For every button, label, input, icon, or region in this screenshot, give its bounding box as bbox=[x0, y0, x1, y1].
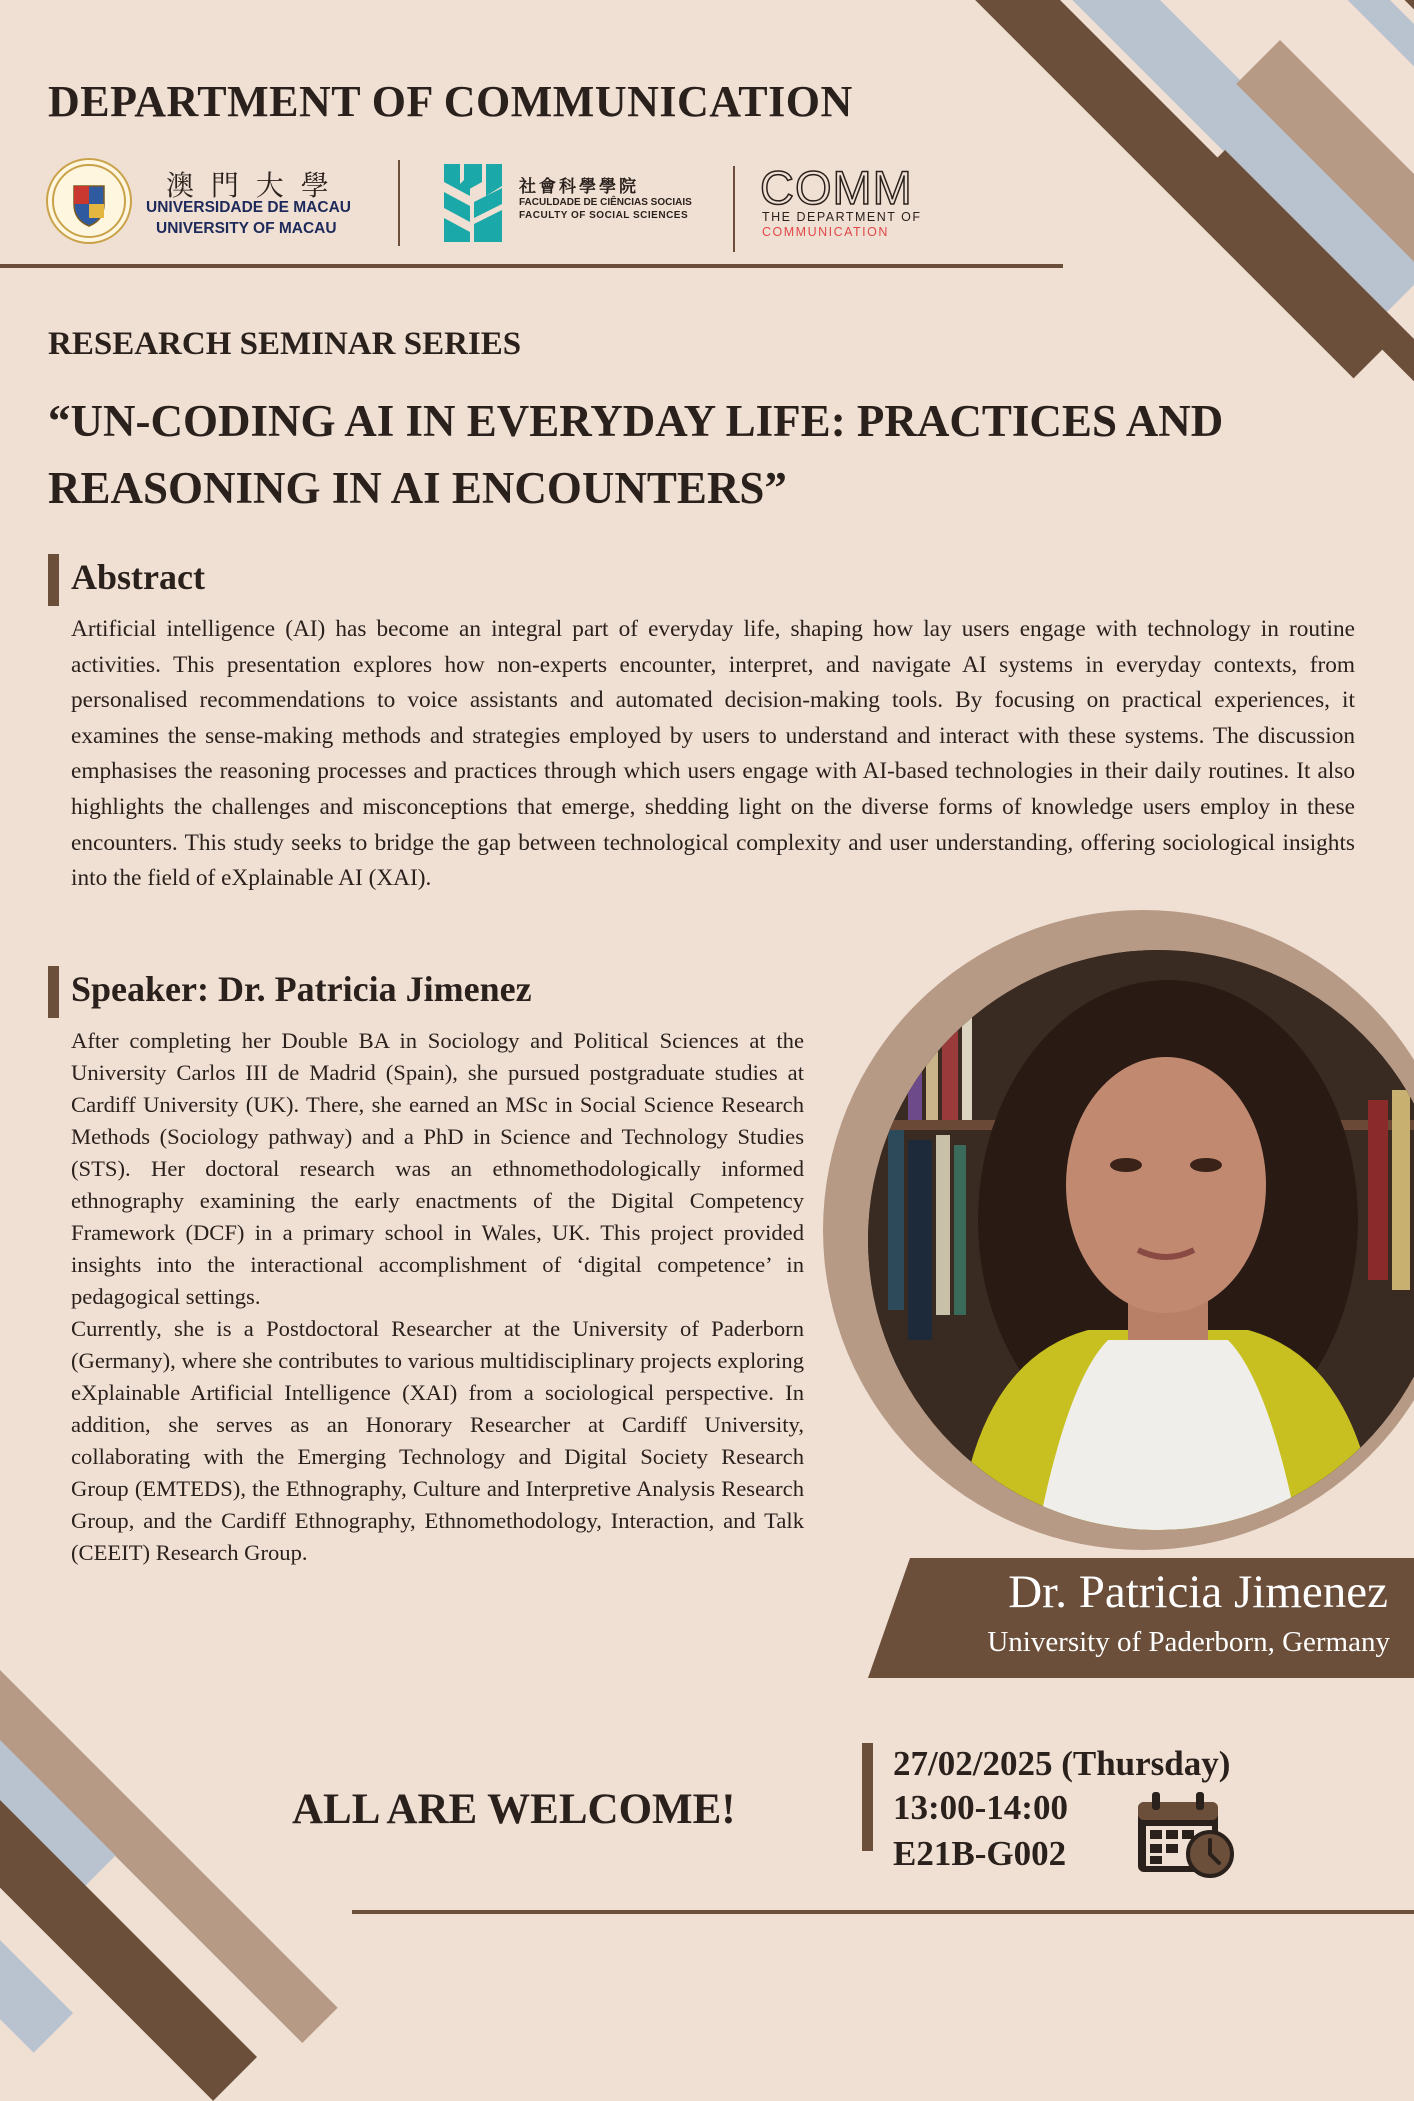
logo-divider-1 bbox=[398, 160, 400, 246]
welcome-message: ALL ARE WELCOME! bbox=[292, 1786, 736, 1833]
speaker-name: Dr. Patricia Jimenez bbox=[1008, 1566, 1388, 1618]
fss-english-name: FACULTY OF SOCIAL SCIENCES bbox=[519, 210, 689, 221]
fss-portuguese-name: FACULDADE DE CIÊNCIAS SOCIAIS bbox=[519, 197, 692, 208]
um-portuguese-name: UNIVERSIDADE DE MACAU bbox=[146, 199, 351, 216]
um-chinese-name: 澳 門 大 學 bbox=[166, 169, 333, 202]
footer-rule bbox=[352, 1910, 1414, 1914]
comm-logo-wordmark: COMM bbox=[760, 161, 913, 214]
abstract-heading-bar bbox=[48, 554, 59, 606]
speaker-bio-paragraph-2: Currently, she is a Postdoctoral Researcher at the University of Paderborn (Germany), where she contributes to various multidisciplinary projects exploring eXplainable Artificial Intelligence (XAI) from a sociological perspective. In addition, she serves as an Honorary Researcher at Cardiff University, collaborating with the Emerging Technology and Digital Society Research Group (EMTEDS), the Ethnography, Culture and Interpretive Analysis Research Group, and the Cardiff Ethnography, Ethnomethodology, Interaction, and Talk (CEEIT) Research Group. bbox=[71, 1316, 804, 1565]
um-seal-logo bbox=[46, 158, 132, 244]
seminar-title: “UN-CODING AI IN EVERYDAY LIFE: PRACTICES AND REASONING IN AI ENCOUNTERS” bbox=[48, 396, 1224, 513]
comm-logo-line2: COMMUNICATION bbox=[762, 225, 889, 239]
header-rule bbox=[0, 264, 1063, 268]
series-label: RESEARCH SEMINAR SERIES bbox=[48, 326, 522, 362]
calendar-icon bbox=[1134, 1790, 1238, 1882]
event-date: 27/02/2025 (Thursday) bbox=[893, 1744, 1231, 1783]
speaker-affiliation: University of Paderborn, Germany bbox=[987, 1626, 1390, 1658]
comm-logo-line1: THE DEPARTMENT OF bbox=[762, 210, 922, 224]
event-venue: E21B-G002 bbox=[893, 1834, 1067, 1873]
speaker-bio-paragraph-1: After completing her Double BA in Sociology and Political Sciences at the University Carlos III de Madrid (Spain), she pursued postgraduate studies at Cardiff University (UK). There, she earned an MSc in Social Science Research Methods (Sociology pathway) and a PhD in Science and Technology Studies (STS). Her doctoral research was an ethnomethodologically informed ethnography examining the early enactments of the Digital Competency Framework (DCF) in a primary school in Wales, UK. This project provided insights into the interactional accomplishment of ‘digital competence’ in pedagogical settings. bbox=[71, 1028, 804, 1309]
event-details-bar bbox=[862, 1743, 873, 1851]
logo-divider-2 bbox=[733, 166, 735, 252]
fss-logo-icon bbox=[442, 162, 504, 244]
event-time: 13:00-14:00 bbox=[893, 1788, 1068, 1827]
abstract-text: Artificial intelligence (AI) has become an integral part of everyday life, shaping how lay users engage with technology in routine activities. This presentation explores how non-experts encounter, interpret, and navigate AI systems in everyday contexts, from personalised recommendations to voice assistants and automated decision-making tools. By focusing on practical experiences, it examines the sense-making methods and strategies employed by users to understand and interact with these systems. The discussion emphasises the reasoning processes and practices through which users engage with AI-based technologies in their daily routines. It also highlights the challenges and misconceptions that emerge, shedding light on the diverse forms of knowledge users employ in these encounters. This study seeks to bridge the gap between technological complexity and user understanding, offering sociological insights into the field of eXplainable AI (XAI). bbox=[71, 616, 1355, 892]
abstract-heading: Abstract bbox=[71, 557, 205, 597]
fss-chinese-name: 社會科學學院 bbox=[519, 177, 639, 197]
speaker-heading-bar bbox=[48, 966, 59, 1018]
speaker-heading: Speaker: Dr. Patricia Jimenez bbox=[71, 969, 532, 1009]
speaker-bio bbox=[71, 1025, 804, 1569]
um-english-name: UNIVERSITY OF MACAU bbox=[156, 220, 337, 237]
department-title: DEPARTMENT OF COMMUNICATION bbox=[48, 77, 853, 126]
